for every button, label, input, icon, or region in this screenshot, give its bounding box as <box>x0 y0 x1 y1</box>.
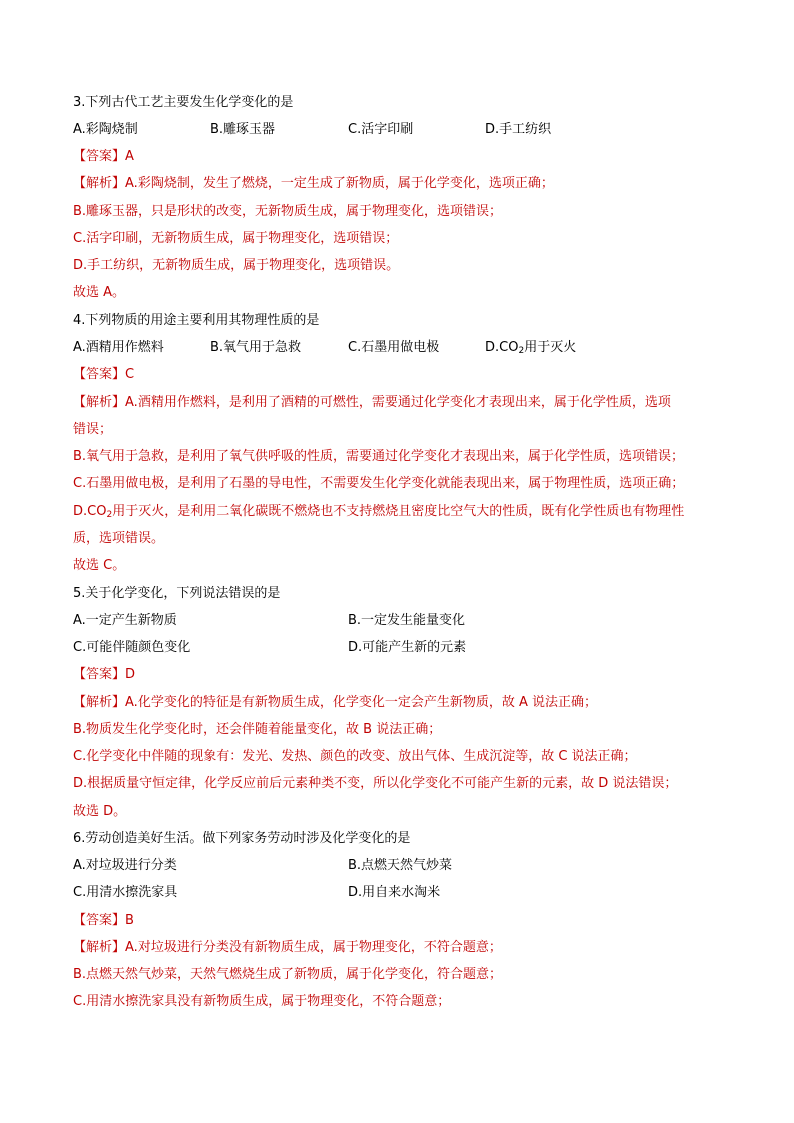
q4-option-d-sub: 2 <box>518 346 525 356</box>
q4-option-b: B.氧气用于急救 <box>210 340 302 355</box>
q4-analysis-c: C.石墨用做电极，是利用了石墨的导电性，不需要发生化学变化就能表现出来，属于物理性质，选项正确； <box>73 476 685 491</box>
q4-analysis-d-cont: 质，选项错误。 <box>73 531 165 546</box>
q4-stem: 4.下列物质的用途主要利用其物理性质的是 <box>73 313 320 328</box>
answer-tag: 【答案】 <box>73 913 126 928</box>
q3-analysis-c: C.活字印刷，无新物质生成，属于物理变化，选项错误； <box>73 231 399 246</box>
q3-analysis-b: B.雕琢玉器，只是形状的改变，无新物质生成，属于物理变化，选项错误； <box>73 204 503 219</box>
answer-tag: 【答案】 <box>73 667 126 682</box>
q4-analysis-d <box>73 503 684 521</box>
q5-option-c: C.可能伴随颜色变化 <box>73 640 191 655</box>
q6-answer-value: B <box>125 913 134 928</box>
q6-answer <box>73 912 134 930</box>
q3-option-d: D.手工纺织 <box>485 122 552 137</box>
q4-analysis-a: A.酒精用作燃料，是利用了酒精的可燃性，需要通过化学变化才表现出来，属于化学性质，选项 <box>125 395 671 410</box>
q4-analysis-d-post: 用于灭火，是利用二氧化碳既不燃烧也不支持燃烧且密度比空气大的性质，既有化学性质也有物理性 <box>112 504 685 519</box>
q3-analysis-d: D.手工纺织，无新物质生成，属于物理变化，选项错误。 <box>73 258 400 273</box>
q3-analysis-a: A.彩陶烧制，发生了燃烧，一定生成了新物质，属于化学变化，选项正确； <box>125 176 554 191</box>
analysis-tag: 【解析】 <box>73 176 126 191</box>
q6-analysis-line <box>73 939 502 957</box>
analysis-tag: 【解析】 <box>73 395 126 410</box>
q4-conclusion: 故选 C。 <box>73 558 126 573</box>
analysis-tag: 【解析】 <box>73 940 126 955</box>
q6-option-a: A.对垃圾进行分类 <box>73 858 177 873</box>
q3-option-b: B.雕琢玉器 <box>210 122 276 137</box>
q3-option-c: C.活字印刷 <box>348 122 414 137</box>
q3-option-a: A.彩陶烧制 <box>73 122 138 137</box>
q3-stem: 3.下列古代工艺主要发生化学变化的是 <box>73 95 294 110</box>
q5-option-b: B.一定发生能量变化 <box>348 613 466 628</box>
q4-option-d <box>485 339 576 357</box>
q5-analysis-a: A.化学变化的特征是有新物质生成，化学变化一定会产生新物质，故 A 说法正确； <box>125 695 597 710</box>
q5-analysis-b: B.物质发生化学变化时，还会伴随着能量变化，故 B 说法正确； <box>73 722 442 737</box>
q3-answer-value: A <box>125 149 134 164</box>
q5-option-a: A.一定产生新物质 <box>73 613 177 628</box>
q3-analysis-line <box>73 175 554 193</box>
q6-stem: 6.劳动创造美好生活。做下列家务劳动时涉及化学变化的是 <box>73 831 411 846</box>
q3-conclusion: 故选 A。 <box>73 285 126 300</box>
q5-answer-value: D <box>125 667 136 682</box>
analysis-tag: 【解析】 <box>73 695 126 710</box>
q4-option-a: A.酒精用作燃料 <box>73 340 164 355</box>
q6-analysis-a: A.对垃圾进行分类没有新物质生成，属于物理变化，不符合题意； <box>125 940 502 955</box>
q5-analysis-c: C.化学变化中伴随的现象有：发光、发热、颜色的改变、放出气体、生成沉淀等，故 C 说法正确； <box>73 749 637 764</box>
q5-answer <box>73 666 135 684</box>
q5-conclusion: 故选 D。 <box>73 804 127 819</box>
q4-analysis-d-sub: 2 <box>106 510 113 520</box>
q4-option-d-pre: D.CO <box>485 340 519 355</box>
answer-tag: 【答案】 <box>73 367 126 382</box>
q4-option-d-post: 用于灭火 <box>524 340 577 355</box>
q4-analysis-b: B.氧气用于急救，是利用了氧气供呼吸的性质，需要通过化学变化才表现出来，属于化学性质，选项错误； <box>73 449 685 464</box>
answer-tag: 【答案】 <box>73 149 126 164</box>
q4-analysis-a-cont: 错误； <box>73 422 113 437</box>
q6-option-c: C.用清水擦洗家具 <box>73 885 178 900</box>
q5-analysis-d: D.根据质量守恒定律，化学反应前后元素种类不变，所以化学变化不可能产生新的元素，故 D 说法错误； <box>73 776 678 791</box>
q4-analysis-d-pre: D.CO <box>73 504 107 519</box>
q5-stem: 5.关于化学变化，下列说法错误的是 <box>73 586 281 601</box>
q5-analysis-line <box>73 694 597 712</box>
q4-option-c: C.石墨用做电极 <box>348 340 440 355</box>
q3-answer <box>73 148 134 166</box>
q4-analysis-line <box>73 394 671 412</box>
q6-analysis-c: C.用清水擦洗家具没有新物质生成，属于物理变化，不符合题意； <box>73 994 451 1009</box>
q4-answer-value: C <box>125 367 135 382</box>
q6-analysis-b: B.点燃天然气炒菜，天然气燃烧生成了新物质，属于化学变化，符合题意； <box>73 967 503 982</box>
q4-answer <box>73 366 134 384</box>
q5-option-d: D.可能产生新的元素 <box>348 640 467 655</box>
q6-option-d: D.用自来水淘米 <box>348 885 441 900</box>
q6-option-b: B.点燃天然气炒菜 <box>348 858 453 873</box>
